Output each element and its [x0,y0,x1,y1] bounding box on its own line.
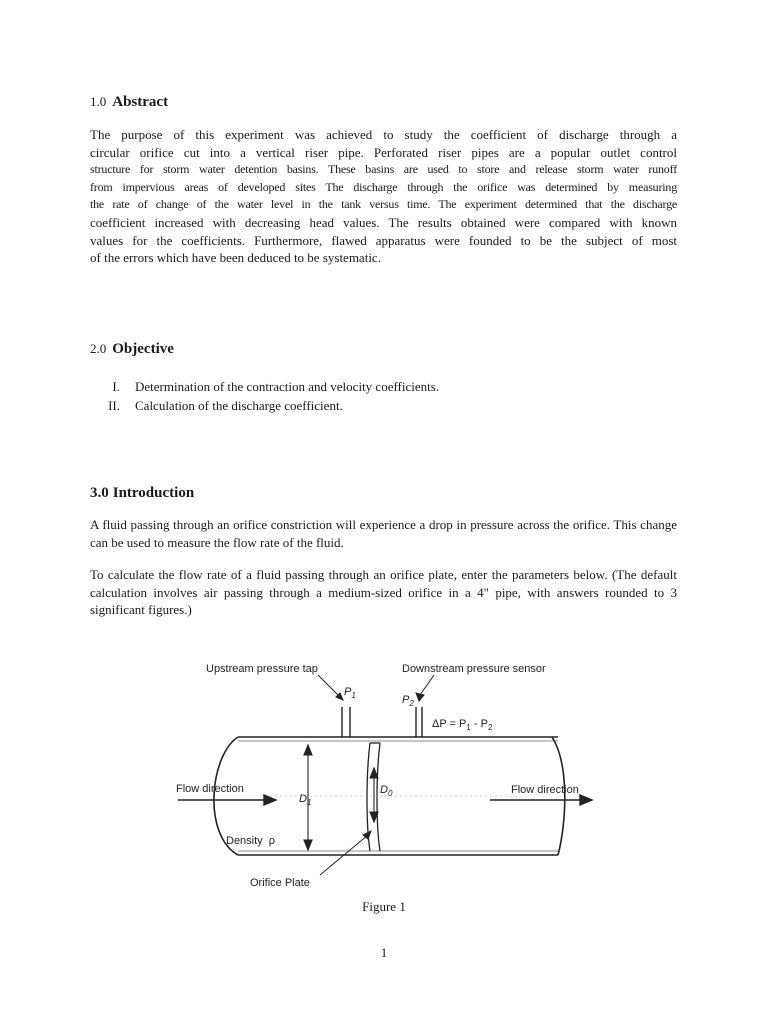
abstract-heading [90,94,168,111]
figure-caption: Figure 1 [362,899,406,914]
rho-symbol: ρ [268,835,275,847]
flow-arrows [178,795,592,805]
abstract-line: values for the coefficients. Furthermore, flawed apparatus were founded to be the subject of most [90,232,677,248]
upstream-tap [342,707,350,737]
right-flow-arrow-head [580,795,592,805]
d0-subscript: 0 [387,789,393,798]
d1-text: D [299,793,307,805]
objective-marker: I. [112,379,120,394]
flow-direction-right-label: Flow direction [511,784,579,796]
introduction-number: 3.0 [90,485,109,501]
abstract-line: from impervious areas of developed sites The discharge through the orifice was determined by measuring [90,179,677,194]
downstream-label: Downstream pressure sensor [402,663,546,675]
d0-label [380,784,393,798]
introduction-paragraph-2: To calculate the flow rate of a fluid passing through an orifice plate, enter the parameters below. (The default calculation involves air passing through a medium-sized orifice in a 4" pipe, with answers rounded to 3 significant figures.) [90,567,677,618]
abstract-number: 1.0 [90,94,107,109]
objective-number: 2.0 [90,341,107,356]
left-flow-arrow-head [264,795,276,805]
delta-p-label [432,718,493,732]
abstract-line: of the errors which have been deduced to be systematic. [90,250,381,266]
pressure-taps [342,707,422,737]
objective-item [90,396,677,415]
delta-p-sub1: 1 [466,723,471,732]
objective-item [90,377,677,396]
d1-label [299,793,311,807]
abstract-paragraph [90,126,677,267]
introduction-title: Introduction [112,485,195,501]
orifice-diagram [170,655,610,895]
abstract-title: Abstract [112,94,169,110]
p2-text: P [402,694,410,706]
upstream-leader [318,675,340,697]
downstream-leader [420,675,434,695]
orifice-figure [170,655,610,895]
page-number: 1 [380,945,388,960]
abstract-line: structure for storm water detention basins. These basins are used to store and release storm water runoff [90,162,677,177]
p2-subscript: 2 [409,699,414,708]
introduction-paragraph-1: A fluid passing through an orifice constriction will experience a drop in pressure across the orifice. This change can be used to measure the flow rate of the fluid. [90,517,677,550]
p1-text: P [344,686,352,698]
d0-text: D [380,784,388,796]
introduction-heading [90,485,194,502]
p1-subscript: 1 [351,691,356,700]
delta-p-sub2: 2 [487,723,493,732]
objective-list [90,377,677,415]
delta-p-text: ΔP = P [432,718,467,730]
flow-direction-left-label: Flow direction [176,783,244,795]
d1-subscript: 1 [306,798,312,807]
abstract-line: circular orifice cut into a vertical riser pipe. Perforated riser pipes are a popular outlet control [90,144,677,160]
abstract-line: coefficient increased with decreasing head values. The results obtained were compared with known [90,214,677,230]
abstract-line: The purpose of this experiment was achieved to study the coefficient of discharge through a [90,127,677,142]
abstract-line: the rate of change of the water level in the tank versus time. The experiment determined that the discharge [90,197,677,212]
orifice-plate-label: Orifice Plate [250,877,310,889]
upstream-label: Upstream pressure tap [206,663,318,675]
objective-marker: II. [108,398,120,413]
p2-label [402,694,414,708]
pipe-right-end [552,737,565,855]
density-text: Density [226,835,263,847]
downstream-tap [416,707,422,737]
objective-text: Calculation of the discharge coefficient. [135,398,343,413]
delta-p-mid: - P [470,718,488,730]
p1-label [344,686,356,700]
objective-title: Objective [112,341,174,357]
objective-heading [90,341,174,358]
objective-text: Determination of the contraction and velocity coefficients. [135,379,440,394]
density-label [226,835,275,847]
